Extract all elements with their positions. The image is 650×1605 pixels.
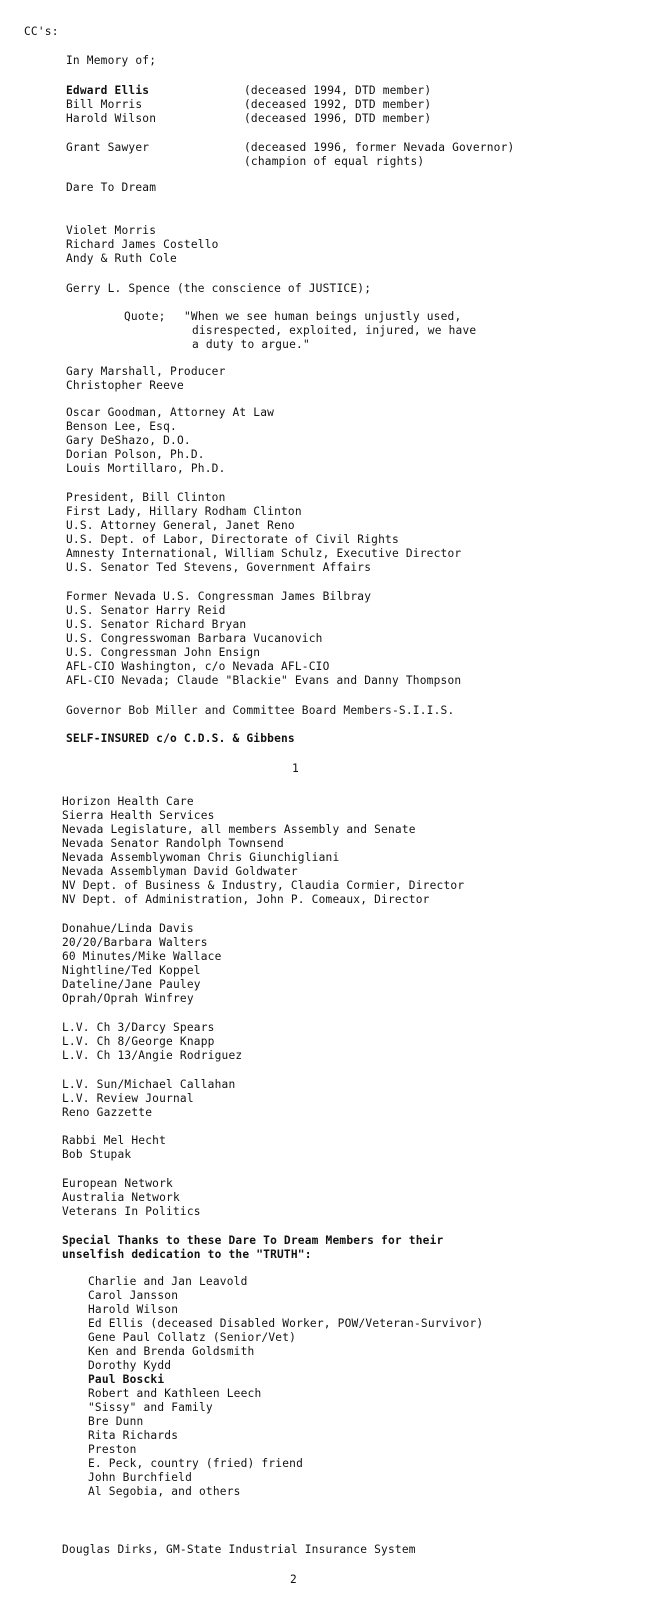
cc-entry: L.V. Ch 8/George Knapp	[62, 1035, 215, 1048]
cc-entry: 60 Minutes/Mike Wallace	[62, 950, 222, 963]
governor-line: Governor Bob Miller and Committee Board Members-S.I.I.S.	[66, 704, 455, 717]
thanks-line: Special Thanks to these Dare To Dream Members for their	[62, 1234, 444, 1247]
cc-entry: U.S. Congressman John Ensign	[66, 646, 261, 659]
cc-entry: Nevada Assemblyman David Goldwater	[62, 865, 298, 878]
thanks-member: "Sissy" and Family	[88, 1401, 213, 1414]
thanks-member: E. Peck, country (fried) friend	[88, 1457, 303, 1470]
cc-entry: L.V. Ch 3/Darcy Spears	[62, 1021, 215, 1034]
cc-entry: U.S. Dept. of Labor, Directorate of Civil Rights	[66, 533, 399, 546]
memorial-note: (deceased 1996, DTD member)	[244, 112, 432, 125]
cc-entry: Nevada Senator Randolph Townsend	[62, 837, 284, 850]
cc-entry: Amnesty International, William Schulz, Executive Director	[66, 547, 462, 560]
cc-entry: Dateline/Jane Pauley	[62, 978, 201, 991]
cc-entry: U.S. Attorney General, Janet Reno	[66, 519, 295, 532]
quote-line: "When we see human beings unjustly used,	[184, 310, 462, 323]
self-insured-line: SELF-INSURED c/o C.D.S. & Gibbens	[66, 732, 295, 745]
cc-entry: NV Dept. of Business & Industry, Claudia Cormier, Director	[62, 879, 465, 892]
thanks-member: Rita Richards	[88, 1429, 179, 1442]
thanks-member: Paul Boscki	[88, 1373, 165, 1386]
final-line: Douglas Dirks, GM-State Industrial Insurance System	[62, 1543, 416, 1556]
thanks-member: Charlie and Jan Leavold	[88, 1275, 248, 1288]
memorial-note: (deceased 1994, DTD member)	[244, 84, 432, 97]
thanks-member: Harold Wilson	[88, 1303, 179, 1316]
cc-entry: Gary Marshall, Producer	[66, 365, 226, 378]
cc-entry: Former Nevada U.S. Congressman James Bilbray	[66, 590, 372, 603]
cc-entry: Bob Stupak	[62, 1148, 132, 1161]
cc-entry: Louis Mortillaro, Ph.D.	[66, 462, 226, 475]
cc-entry: L.V. Review Journal	[62, 1092, 194, 1105]
cc-entry: AFL-CIO Washington, c/o Nevada AFL-CIO	[66, 660, 330, 673]
memorial-name: Edward Ellis	[66, 84, 150, 97]
cc-entry: U.S. Congresswoman Barbara Vucanovich	[66, 632, 323, 645]
quote-label: Quote;	[124, 310, 166, 323]
thanks-member: Robert and Kathleen Leech	[88, 1387, 262, 1400]
cc-entry: Nevada Legislature, all members Assembly and Senate	[62, 823, 416, 836]
thanks-member: Ken and Brenda Goldsmith	[88, 1345, 255, 1358]
thanks-member: Carol Jansson	[88, 1289, 179, 1302]
thanks-member: Preston	[88, 1443, 137, 1456]
quote-line: disrespected, exploited, injured, we have	[192, 324, 477, 337]
cc-entry: L.V. Sun/Michael Callahan	[62, 1078, 236, 1091]
thanks-member: John Burchfield	[88, 1471, 193, 1484]
cc-entry: U.S. Senator Richard Bryan	[66, 618, 247, 631]
cc-entry: Veterans In Politics	[62, 1205, 201, 1218]
thanks-line: unselfish dedication to the "TRUTH":	[62, 1248, 312, 1261]
spence-line: Gerry L. Spence (the conscience of JUSTICE);	[66, 282, 372, 295]
memorial-closing: Dare To Dream	[66, 181, 157, 194]
cc-entry: First Lady, Hillary Rodham Clinton	[66, 505, 302, 518]
memorial-name: Grant Sawyer	[66, 141, 150, 154]
page-number: 1	[292, 762, 299, 775]
cc-entry: Dorian Polson, Ph.D.	[66, 448, 205, 461]
cc-label: CC's:	[24, 25, 59, 38]
cc-entry: Richard James Costello	[66, 238, 219, 251]
memorial-name: Harold Wilson	[66, 112, 157, 125]
thanks-member: Bre Dunn	[88, 1415, 144, 1428]
memorial-heading: In Memory of;	[66, 54, 157, 67]
cc-entry: Gary DeShazo, D.O.	[66, 434, 191, 447]
memorial-name: Bill Morris	[66, 98, 143, 111]
memorial-note: (deceased 1992, DTD member)	[244, 98, 432, 111]
cc-entry: Andy & Ruth Cole	[66, 252, 177, 265]
cc-entry: President, Bill Clinton	[66, 491, 226, 504]
cc-entry: Rabbi Mel Hecht	[62, 1134, 167, 1147]
cc-entry: Donahue/Linda Davis	[62, 922, 194, 935]
cc-entry: European Network	[62, 1177, 173, 1190]
thanks-member: Al Segobia, and others	[88, 1485, 241, 1498]
quote-line: a duty to argue."	[192, 338, 310, 351]
cc-entry: Sierra Health Services	[62, 809, 215, 822]
cc-entry: NV Dept. of Administration, John P. Comeaux, Director	[62, 893, 430, 906]
cc-entry: U.S. Senator Harry Reid	[66, 604, 226, 617]
cc-entry: Benson Lee, Esq.	[66, 420, 177, 433]
cc-entry: Australia Network	[62, 1191, 180, 1204]
cc-entry: Nightline/Ted Koppel	[62, 964, 201, 977]
cc-entry: Oscar Goodman, Attorney At Law	[66, 406, 275, 419]
cc-entry: Reno Gazzette	[62, 1106, 153, 1119]
cc-entry: U.S. Senator Ted Stevens, Government Affairs	[66, 561, 372, 574]
cc-entry: AFL-CIO Nevada; Claude "Blackie" Evans and Danny Thompson	[66, 674, 462, 687]
thanks-member: Dorothy Kydd	[88, 1359, 172, 1372]
thanks-member: Ed Ellis (deceased Disabled Worker, POW/Veteran-Survivor)	[88, 1317, 484, 1330]
memorial-note: (champion of equal rights)	[244, 155, 425, 168]
cc-entry: Christopher Reeve	[66, 379, 184, 392]
cc-entry: L.V. Ch 13/Angie Rodriguez	[62, 1049, 243, 1062]
thanks-member: Gene Paul Collatz (Senior/Vet)	[88, 1331, 297, 1344]
cc-entry: 20/20/Barbara Walters	[62, 936, 208, 949]
page-number: 2	[290, 1573, 297, 1586]
cc-entry: Violet Morris	[66, 224, 157, 237]
cc-entry: Oprah/Oprah Winfrey	[62, 992, 194, 1005]
cc-entry: Horizon Health Care	[62, 795, 194, 808]
cc-entry: Nevada Assemblywoman Chris Giunchigliani	[62, 851, 340, 864]
memorial-note: (deceased 1996, former Nevada Governor)	[244, 141, 515, 154]
